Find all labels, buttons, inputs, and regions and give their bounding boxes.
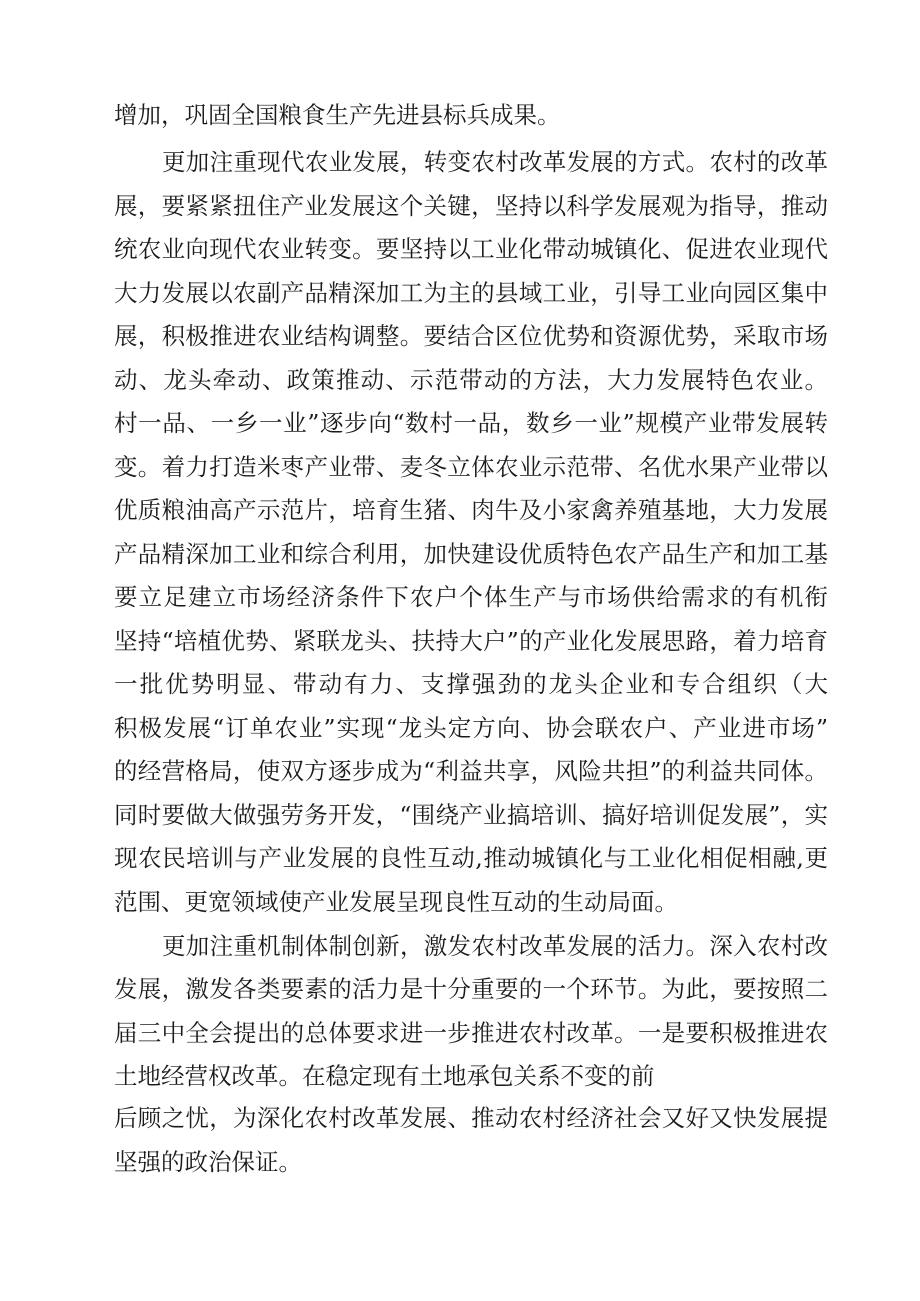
text-line: 的经营格局，使双方逐步成为“利益共享，风险共担”的利益共同体。 <box>114 757 828 785</box>
text-line: 优质粮油高产示范片，培育生猪、肉牛及小家禽养殖基地，大力发展 <box>114 496 828 524</box>
text-line: 届三中全会提出的总体要求进一步推进农村改革。一是要积极推进农 <box>114 1019 828 1047</box>
text-line: 范围、更宽领域使产业发展呈现良性互动的生动局面。 <box>114 888 678 916</box>
text-line: 村一品、一乡一业”逐步向“数村一品，数乡一业”规模产业带发展转 <box>114 409 828 437</box>
text-line: 产品精深加工业和综合利用，加快建设优质特色农产品生产和加工基 <box>114 540 828 568</box>
paragraph-first-line: 更加注重现代农业发展，转变农村改革发展的方式。农村的改革 <box>162 148 828 176</box>
text-line: 展，要紧紧扭住产业发展这个关键，坚持以科学发展观为指导，推动 <box>114 192 828 220</box>
text-line: 土地经营权改革。在稳定现有土地承包关系不变的前 <box>114 1062 655 1090</box>
paragraph-first-line: 更加注重机制体制创新，激发农村改革发展的活力。深入农村改 <box>162 932 828 960</box>
text-line: 要立足建立市场经济条件下农户个体生产与市场供给需求的有机衔 <box>114 583 828 611</box>
text-line: 同时要做大做强劳务开发，“围绕产业搞培训、搞好培训促发展”，实 <box>114 801 828 829</box>
text-line: 现农民培训与产业发展的良性互动,推动城镇化与工业化相促相融,更 <box>114 844 828 872</box>
text-line: 统农业向现代农业转变。要坚持以工业化带动城镇化、促进农业现代 <box>114 235 828 263</box>
text-line: 大力发展以农副产品精深加工为主的县域工业，引导工业向园区集中 <box>114 279 828 307</box>
text-line: 增加，巩固全国粮食生产先进县标兵成果。 <box>114 101 561 129</box>
text-line: 积极发展“订单农业”实现“龙头定方向、协会联农户、产业进市场” <box>114 714 828 742</box>
text-line: 展，积极推进农业结构调整。要结合区位优势和资源优势，采取市场 <box>114 322 828 350</box>
text-line: 动、龙头牵动、政策推动、示范带动的方法，大力发展特色农业。 <box>114 366 828 394</box>
text-line: 一批优势明显、带动有力、支撑强劲的龙头企业和专合组织（大 <box>114 670 828 698</box>
text-line: 发展，激发各类要素的活力是十分重要的一个环节。为此，要按照二 <box>114 975 828 1003</box>
text-line: 后顾之忧，为深化农村改革发展、推动农村经济社会又好又快发展提 <box>114 1104 828 1132</box>
text-line: 坚强的政治保证。 <box>114 1148 302 1176</box>
text-line: 坚持“培植优势、紧联龙头、扶持大户”的产业化发展思路，着力培育 <box>114 627 828 655</box>
text-line: 变。着力打造米枣产业带、麦冬立体农业示范带、名优水果产业带以 <box>114 453 828 481</box>
